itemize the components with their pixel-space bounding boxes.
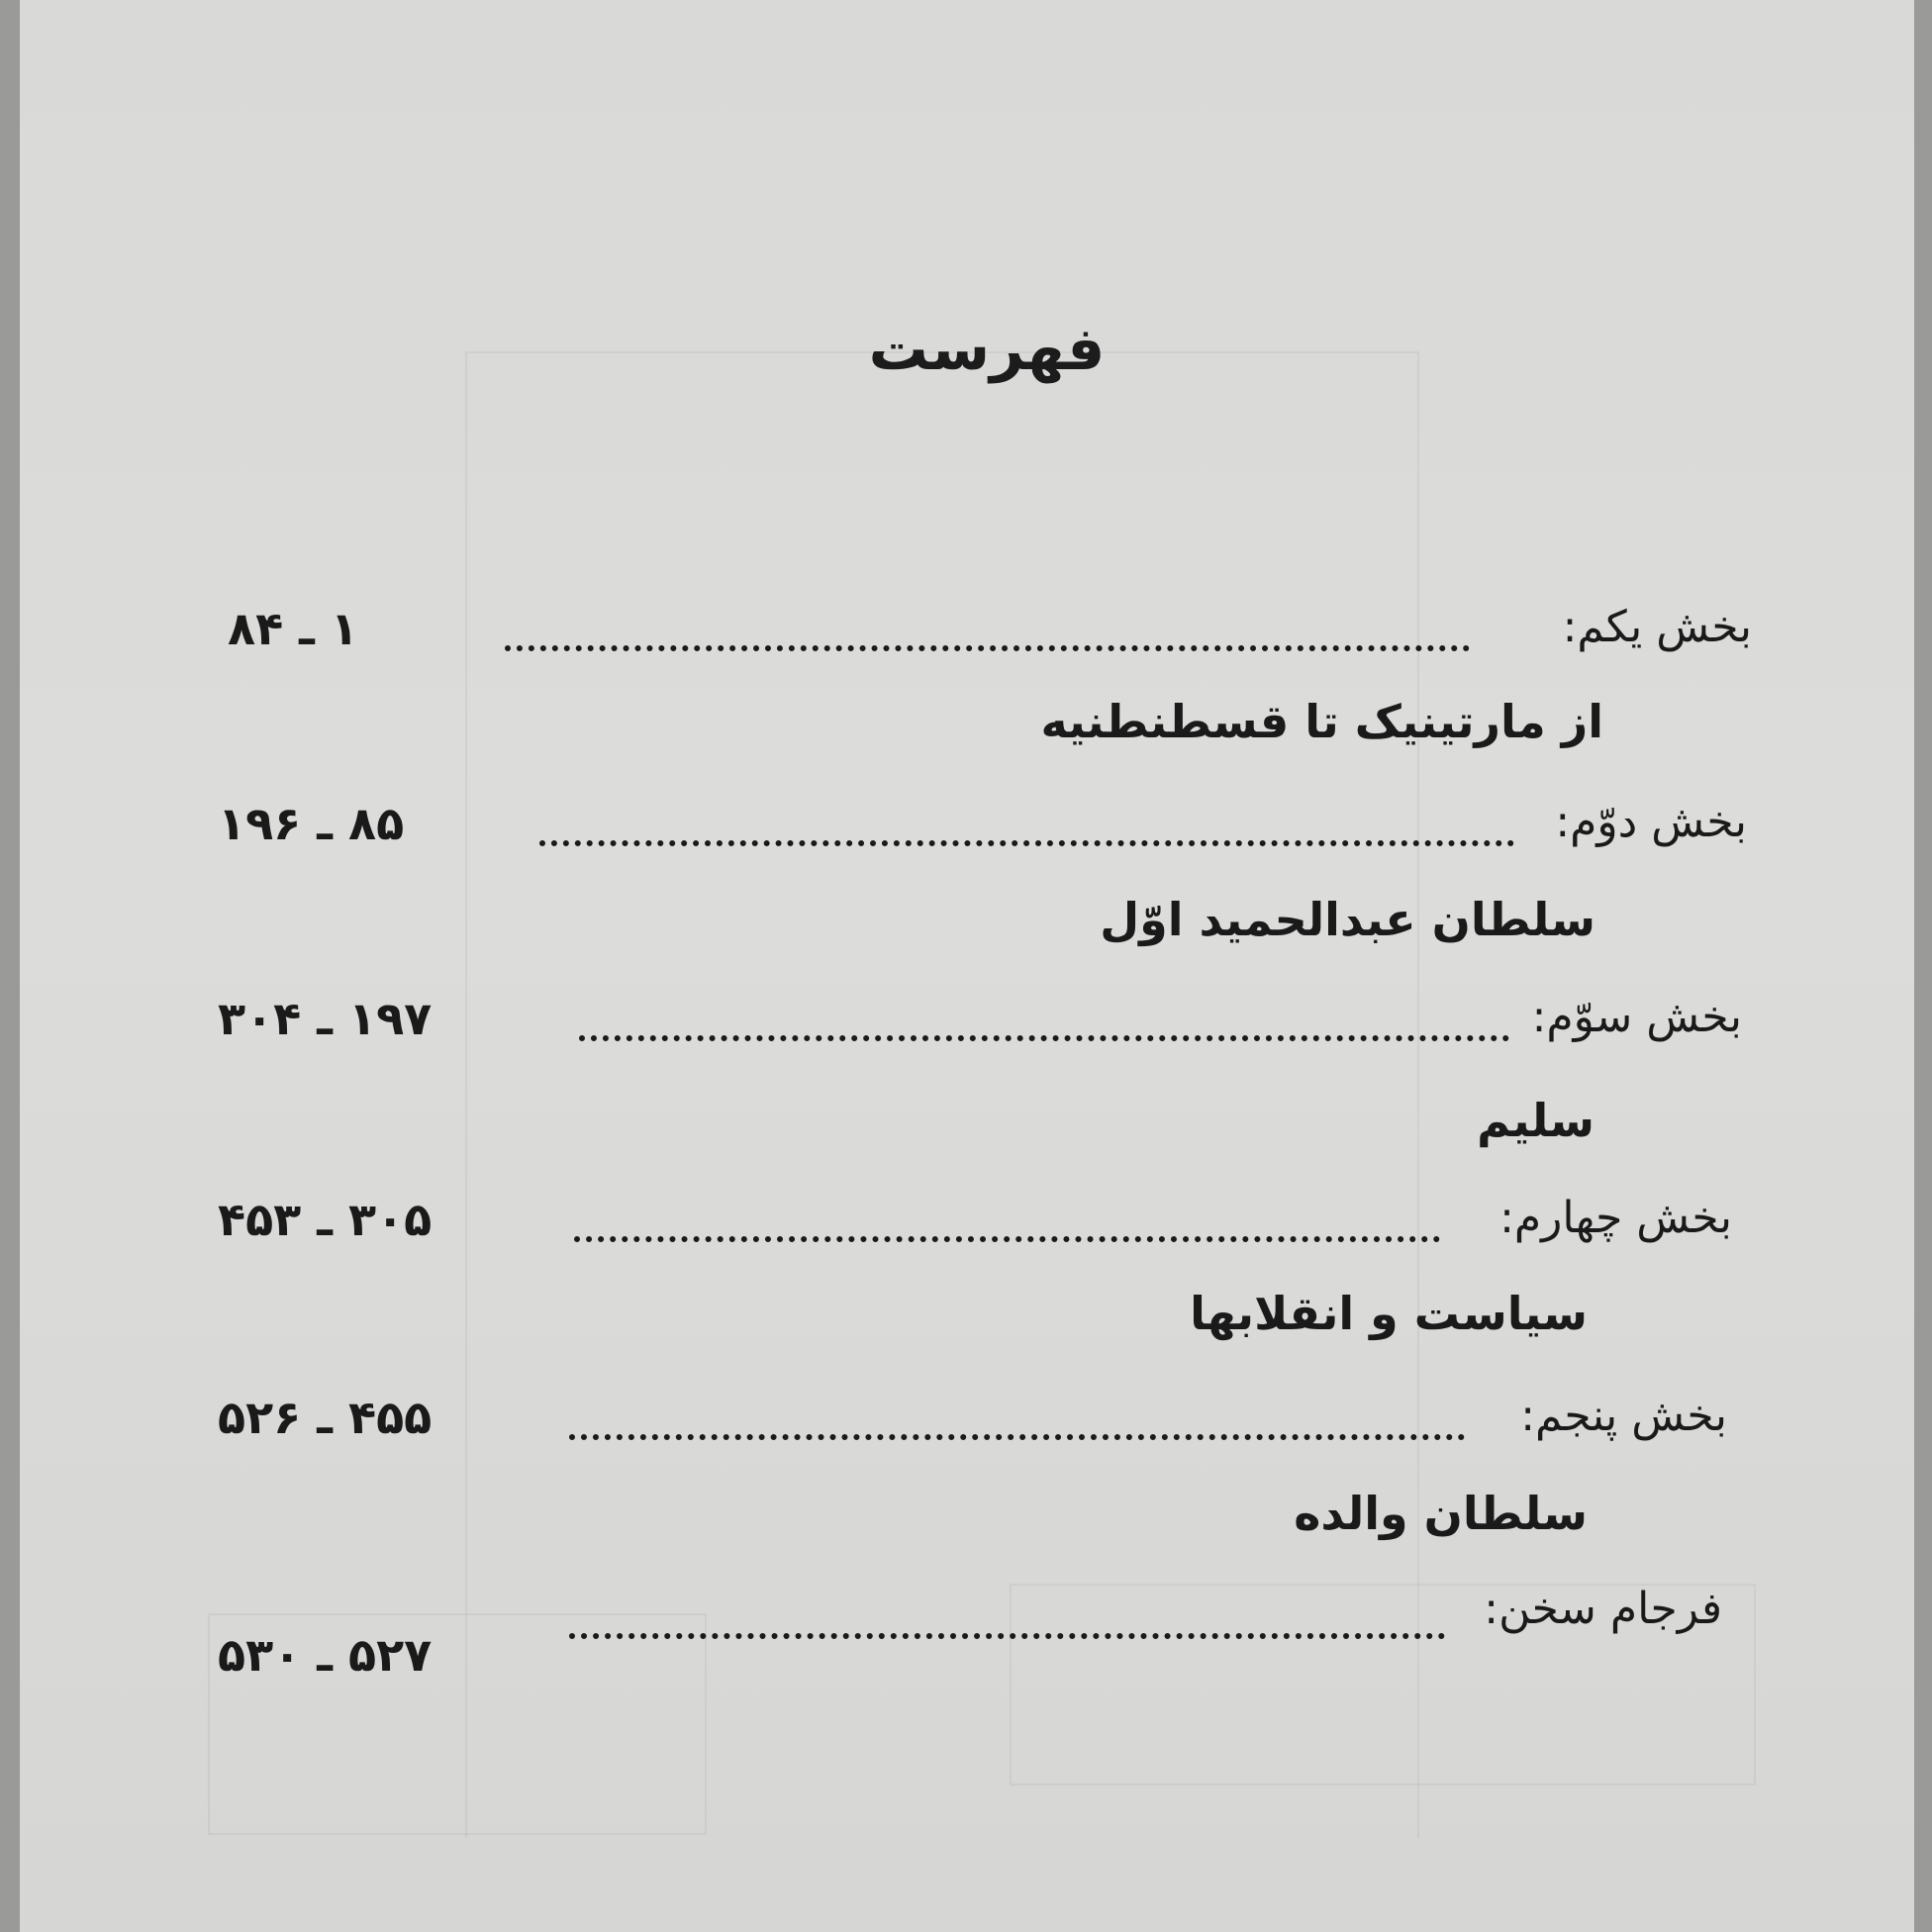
toc-entry-pages: ۴۵۵ ـ ۵۲۶ <box>218 1391 433 1444</box>
toc-leader-dots <box>505 645 1470 651</box>
toc-entry <box>218 992 1742 1081</box>
toc-entry-pages: ۳۰۵ ـ ۴۵۳ <box>218 1193 433 1246</box>
book-page <box>20 0 1914 1932</box>
toc-leader-dots <box>579 1035 1509 1041</box>
toc-entry-pages: ۸۵ ـ ۱۹۶ <box>218 797 405 850</box>
toc-entry-subtitle: سلطان عبدالحمید اوّل <box>1100 893 1595 946</box>
toc-leader-dots <box>569 1434 1465 1440</box>
toc-entry-subtitle: سلطان والده <box>1294 1487 1588 1540</box>
toc-entry-subtitle: سیاست و انقلابها <box>1190 1287 1588 1340</box>
toc-entry-label: بخش دوّم: <box>1555 797 1747 847</box>
toc-entry <box>218 1391 1727 1480</box>
toc-entry <box>228 602 1752 691</box>
toc-entry-label: بخش پنجم: <box>1520 1391 1727 1441</box>
toc-entry-pages: ۱۹۷ ـ ۳۰۴ <box>218 992 433 1045</box>
toc-entry-subtitle: از مارتینیک تا قسطنطنیه <box>1040 695 1603 748</box>
toc-entry-label: بخش سوّم: <box>1531 992 1742 1042</box>
toc-entry-pages: ۱ ـ ۸۴ <box>228 602 358 655</box>
toc-entry-pages: ۵۲۷ ـ ۵۳۰ <box>218 1628 433 1682</box>
toc-leader-dots <box>569 1633 1445 1639</box>
toc-entry <box>218 1584 1722 1682</box>
toc-entry-label: فرجام سخن: <box>1484 1584 1722 1634</box>
page-title: فهرست <box>868 315 1106 384</box>
toc-entry-label: بخش یکم: <box>1562 602 1752 652</box>
toc-entry-subtitle: سلیم <box>1477 1094 1594 1147</box>
toc-leader-dots <box>539 840 1514 846</box>
toc-entry <box>218 1193 1732 1282</box>
toc-leader-dots <box>574 1236 1440 1242</box>
toc-entry <box>218 797 1747 886</box>
toc-entry-label: بخش چهارم: <box>1499 1193 1732 1243</box>
